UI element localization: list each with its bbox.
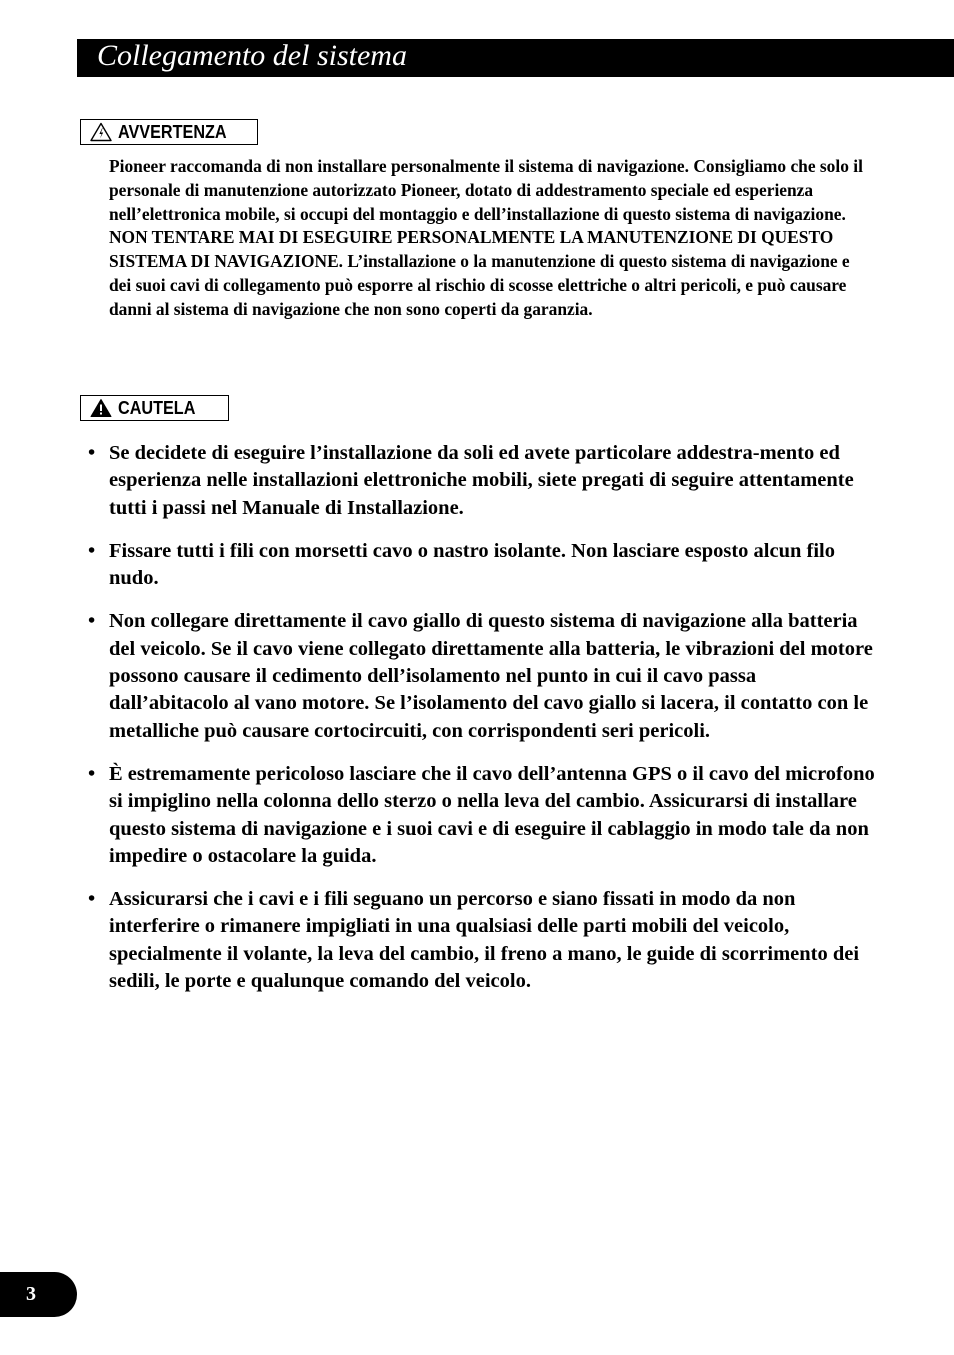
caution-label: CAUTELA [118,397,196,418]
warning-label: AVVERTENZA [118,121,227,142]
page-number-tab [0,1272,77,1317]
list-item-text: Fissare tutti i fili con morsetti cavo o nastro isolante. Non lasciare esposto alcun filo nudo. [109,539,835,590]
bullet: • [88,442,96,464]
warning-outline-icon [90,122,112,142]
caution-label-box [80,395,229,421]
list-item-text: Assicurarsi che i cavi e i fili seguano un percorso e siano fissati in modo da non interferire o rimanere impigliati in una qualsiasi delle parti mobili del veicolo, specialmente il volante, la leva del cambio, il freno a mano, le guide di scorrimento dei sedili, le porte e qualunque comando del veicolo. [109,888,860,993]
warning-filled-icon [90,398,112,418]
warning-label-box [80,119,258,145]
page-number: 3 [26,1283,36,1305]
bullet: • [88,539,96,562]
list-item [85,440,875,522]
bullet: • [88,610,96,633]
section-header [77,39,954,77]
list-item-text: Se decidete di eseguire l’installazione da soli ed avete particolare addestra-mento ed esperienza nelle installazioni elettroniche mobili, siete pregati di seguire attentamente tutti i passi nel Manuale di Installazione. [109,442,854,519]
caution-list [85,440,875,1011]
bullet: • [88,762,96,785]
list-item [85,608,875,744]
bullet: • [88,888,96,911]
list-item [85,761,875,870]
warning-paragraph: Pioneer raccomanda di non installare personalmente il sistema di navigazione. Consigliamo che solo il personale di manutenzione autorizzato Pioneer, dotato di addestramento speciale ed esperienza nell’elettronica mobile, si occupi del montaggio e dell’installazione di questo sistema di navigazione. [109,156,863,224]
list-item [85,886,875,995]
list-item [85,538,875,593]
page-title: Collegamento del sistema [97,39,407,72]
list-item-text: È estremamente pericoloso lasciare che il cavo dell’antenna GPS o il cavo del microfono si impiglino nella colonna dello sterzo o nella leva del cambio. Assicurarsi di installare questo sistema di navigazione e i suoi cavi e di eseguire il cablaggio in modo tale da non impedire o ostacolare la guida. [109,762,875,867]
warning-paragraph: NON TENTARE MAI DI ESEGUIRE PERSONALMENTE LA MANUTENZIONE DI QUESTO SISTEMA DI NAVIGAZIONE. L’installazione o la manutenzione di questo sistema di navigazione e dei suoi cavi di collegamento può esporre al rischio di scosse elettriche o altri pericoli, e può causare danni al sistema di navigazione che non sono coperti da garanzia. [109,227,850,319]
warning-text [109,155,869,322]
list-item-text: Non collegare direttamente il cavo giallo di questo sistema di navigazione alla batteria del veicolo. Se il cavo viene collegato direttamente alla batteria, le vibrazioni del motore possono causare il cedimento dell’isolamento nel punto in cui il cavo passa dall’abitacolo al vano motore. Se l’isolamento del cavo giallo si lacera, il contatto con le metalliche può causare cortocircuiti, con corrispondenti seri pericoli. [109,610,873,742]
